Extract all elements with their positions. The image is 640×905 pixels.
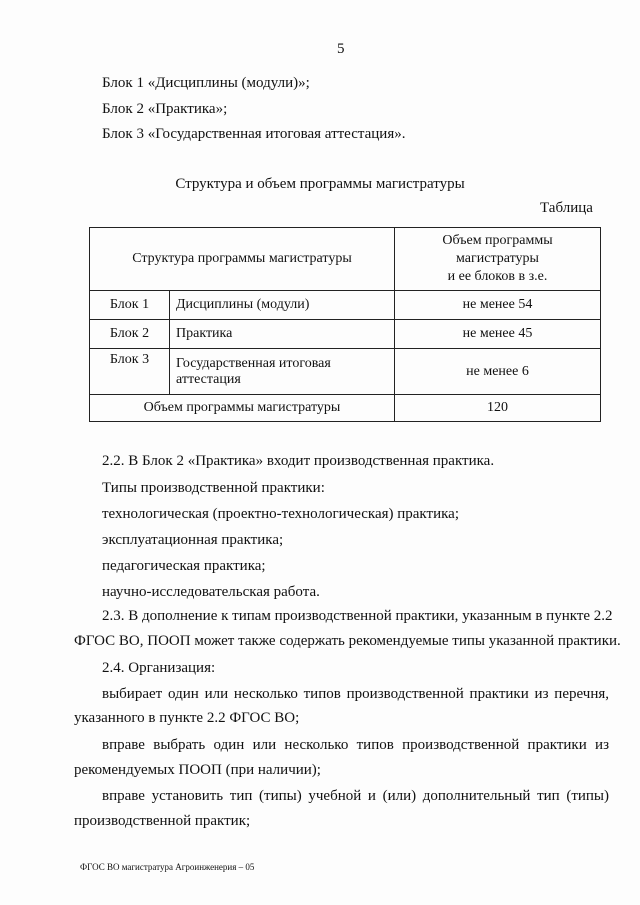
practice-type-item: технологическая (проектно-технологическая) практика; <box>102 506 459 522</box>
practice-types-heading: Типы производственной практики: <box>102 480 325 496</box>
block-list-item-2: Блок 2 «Практика»; <box>102 101 228 117</box>
total-label-cell: Объем программы магистратуры <box>90 395 395 422</box>
header-structure: Структура программы магистратуры <box>90 228 395 291</box>
row-volume-cell: не менее 54 <box>395 291 601 320</box>
total-value-cell: 120 <box>395 395 601 422</box>
row-volume-cell: не менее 45 <box>395 320 601 349</box>
structure-table <box>89 227 601 422</box>
header-volume-line: магистратуры <box>456 251 539 266</box>
org-item-3-line-2: производственной практик; <box>74 813 251 829</box>
row-name-line: аттестация <box>176 371 241 387</box>
table-total-row <box>90 395 601 422</box>
table-header-row <box>90 228 601 291</box>
paragraph-2-3-line-1: 2.3. В дополнение к типам производственной практики, указанным в пункте 2.2 <box>102 608 613 624</box>
org-item-1-line-2: указанного в пункте 2.2 ФГОС ВО; <box>74 710 300 726</box>
table-row <box>90 349 601 395</box>
paragraph-2-4: 2.4. Организация: <box>102 660 216 676</box>
header-volume-line: и ее блоков в з.е. <box>447 269 548 284</box>
row-block-cell: Блок 3 <box>90 349 170 395</box>
practice-type-item: эксплуатационная практика; <box>102 532 284 548</box>
header-volume-line: Объем программы <box>442 233 553 248</box>
paragraph-2-2: 2.2. В Блок 2 «Практика» входит производственная практика. <box>102 453 495 469</box>
org-item-2-line-1: вправе выбрать один или несколько типов производственной практики из <box>102 737 609 753</box>
page-footer: ФГОС ВО магистратура Агроинженерия – 05 <box>80 862 255 872</box>
practice-type-item: педагогическая практика; <box>102 558 266 574</box>
row-name-line: Государственная итоговая <box>176 355 331 371</box>
block-list-item-3: Блок 3 «Государственная итоговая аттестация». <box>102 126 406 142</box>
row-name-cell: Дисциплины (модули) <box>170 291 395 320</box>
page-number: 5 <box>337 41 345 57</box>
org-item-2-line-2: рекомендуемых ПООП (при наличии); <box>74 762 321 778</box>
row-name-cell <box>170 349 395 395</box>
table-label: Таблица <box>540 200 593 216</box>
org-item-3-line-1: вправе установить тип (типы) учебной и (или) дополнительный тип (типы) <box>102 788 609 804</box>
row-block-cell: Блок 1 <box>90 291 170 320</box>
paragraph-2-3-line-2: ФГОС ВО, ПООП может также содержать рекомендуемые типы указанной практики. <box>74 633 621 649</box>
row-name-cell: Практика <box>170 320 395 349</box>
header-volume <box>395 228 601 291</box>
row-block-cell: Блок 2 <box>90 320 170 349</box>
org-item-1-line-1: выбирает один или несколько типов производственной практики из перечня, <box>102 686 609 702</box>
table-row <box>90 291 601 320</box>
table-title: Структура и объем программы магистратуры <box>175 176 465 192</box>
row-volume-cell: не менее 6 <box>395 349 601 395</box>
practice-type-item: научно-исследовательская работа. <box>102 584 320 600</box>
table-row <box>90 320 601 349</box>
block-list-item-1: Блок 1 «Дисциплины (модули)»; <box>102 75 310 91</box>
